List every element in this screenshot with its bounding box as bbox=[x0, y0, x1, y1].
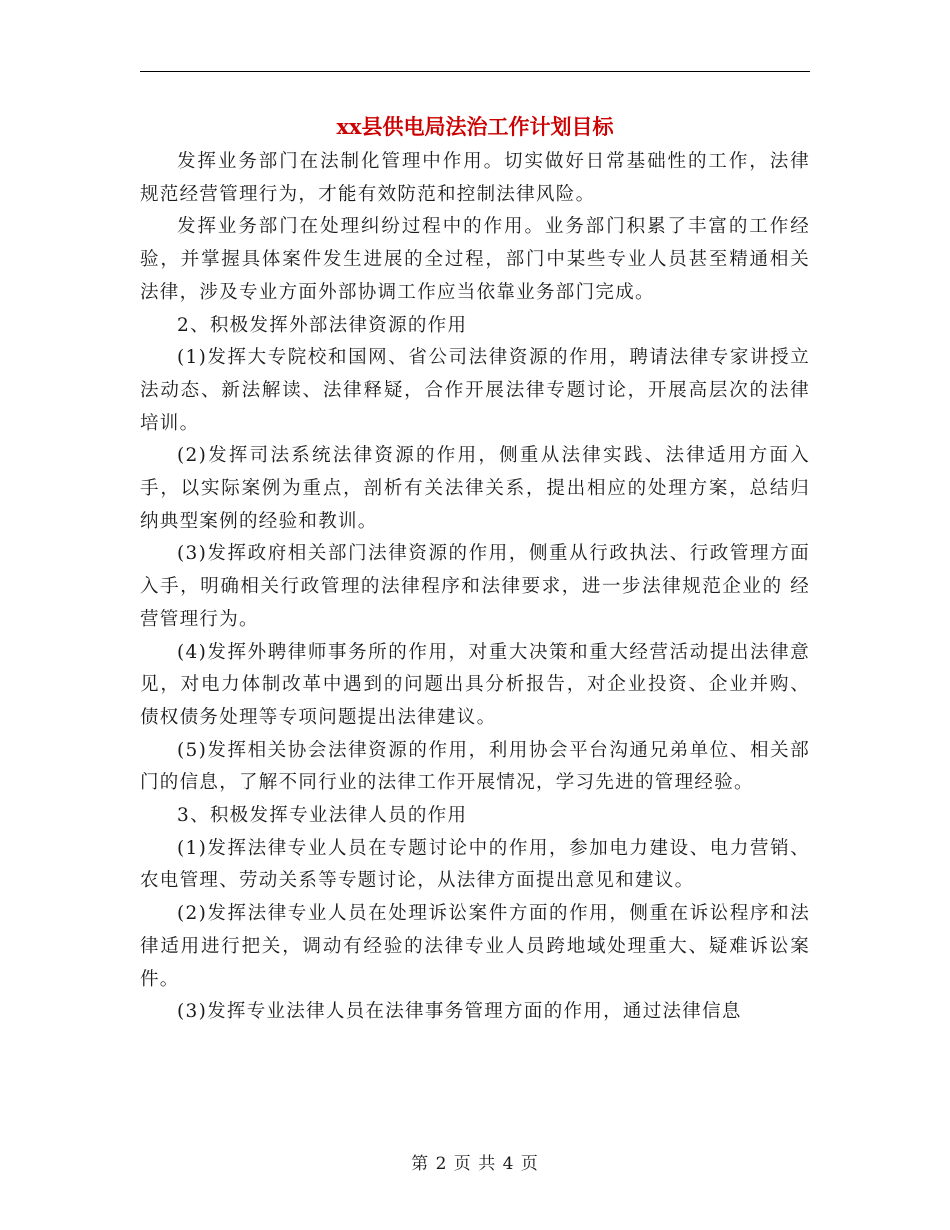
paragraph: (2)发挥法律专业人员在处理诉讼案件方面的作用，侧重在诉讼程序和法律适用进行把关，调动有经验的法律专业人员跨地域处理重大、疑难诉讼案件。 bbox=[140, 903, 810, 990]
paragraph: 发挥业务部门在处理纠纷过程中的作用。业务部门积累了丰富的工作经验，并掌握具体案件发生进展的全过程，部门中某些专业人员甚至精通相关法律，涉及专业方面外部协调工作应当依靠业务部门完成。 bbox=[140, 216, 810, 303]
section-heading: 3、积极发挥专业法律人员的作用 bbox=[177, 805, 468, 827]
paragraph: (1)发挥法律专业人员在专题讨论中的作用，参加电力建设、电力营销、农电管理、劳动关系等专题讨论，从法律方面提出意见和建议。 bbox=[140, 837, 810, 892]
paragraph: (3)发挥政府相关部门法律资源的作用，侧重从行政执法、行政管理方面入手，明确相关行政管理的法律程序和法律要求，进一步法律规范企业的 经营管理行为。 bbox=[140, 543, 810, 630]
paragraph: (3)发挥专业法律人员在法律事务管理方面的作用，通过法律信息 bbox=[177, 1001, 742, 1023]
document-title: xx县供电局法治工作计划目标 bbox=[336, 114, 614, 139]
paragraph: 发挥业务部门在法制化管理中作用。切实做好日常基础性的工作，法律规范经营管理行为，才能有效防范和控制法律风险。 bbox=[140, 151, 810, 205]
paragraph: (5)发挥相关协会法律资源的作用，利用协会平台沟通兄弟单位、相关部门的信息，了解不同行业的法律工作开展情况，学习先进的管理经验。 bbox=[140, 739, 810, 794]
paragraph: (2)发挥司法系统法律资源的作用，侧重从法律实践、法律适用方面入手，以实际案例为重点，剖析有关法律关系，提出相应的处理方案，总结归纳典型案例的经验和教训。 bbox=[140, 445, 810, 532]
paragraph: (1)发挥大专院校和国网、省公司法律资源的作用，聘请法律专家讲授立法动态、新法解读、法律释疑，合作开展法律专题讨论，开展高层次的法律培训。 bbox=[140, 347, 810, 434]
page-number-footer: 第 2 页 共 4 页 bbox=[411, 1154, 539, 1174]
paragraph: (4)发挥外聘律师事务所的作用，对重大决策和重大经营活动提出法律意见，对电力体制改革中遇到的问题出具分析报告，对企业投资、企业并购、债权债务处理等专项问题提出法律建议。 bbox=[140, 641, 810, 728]
section-heading: 2、积极发挥外部法律资源的作用 bbox=[177, 314, 468, 336]
header-rule bbox=[140, 71, 810, 72]
document-body bbox=[140, 146, 810, 1029]
